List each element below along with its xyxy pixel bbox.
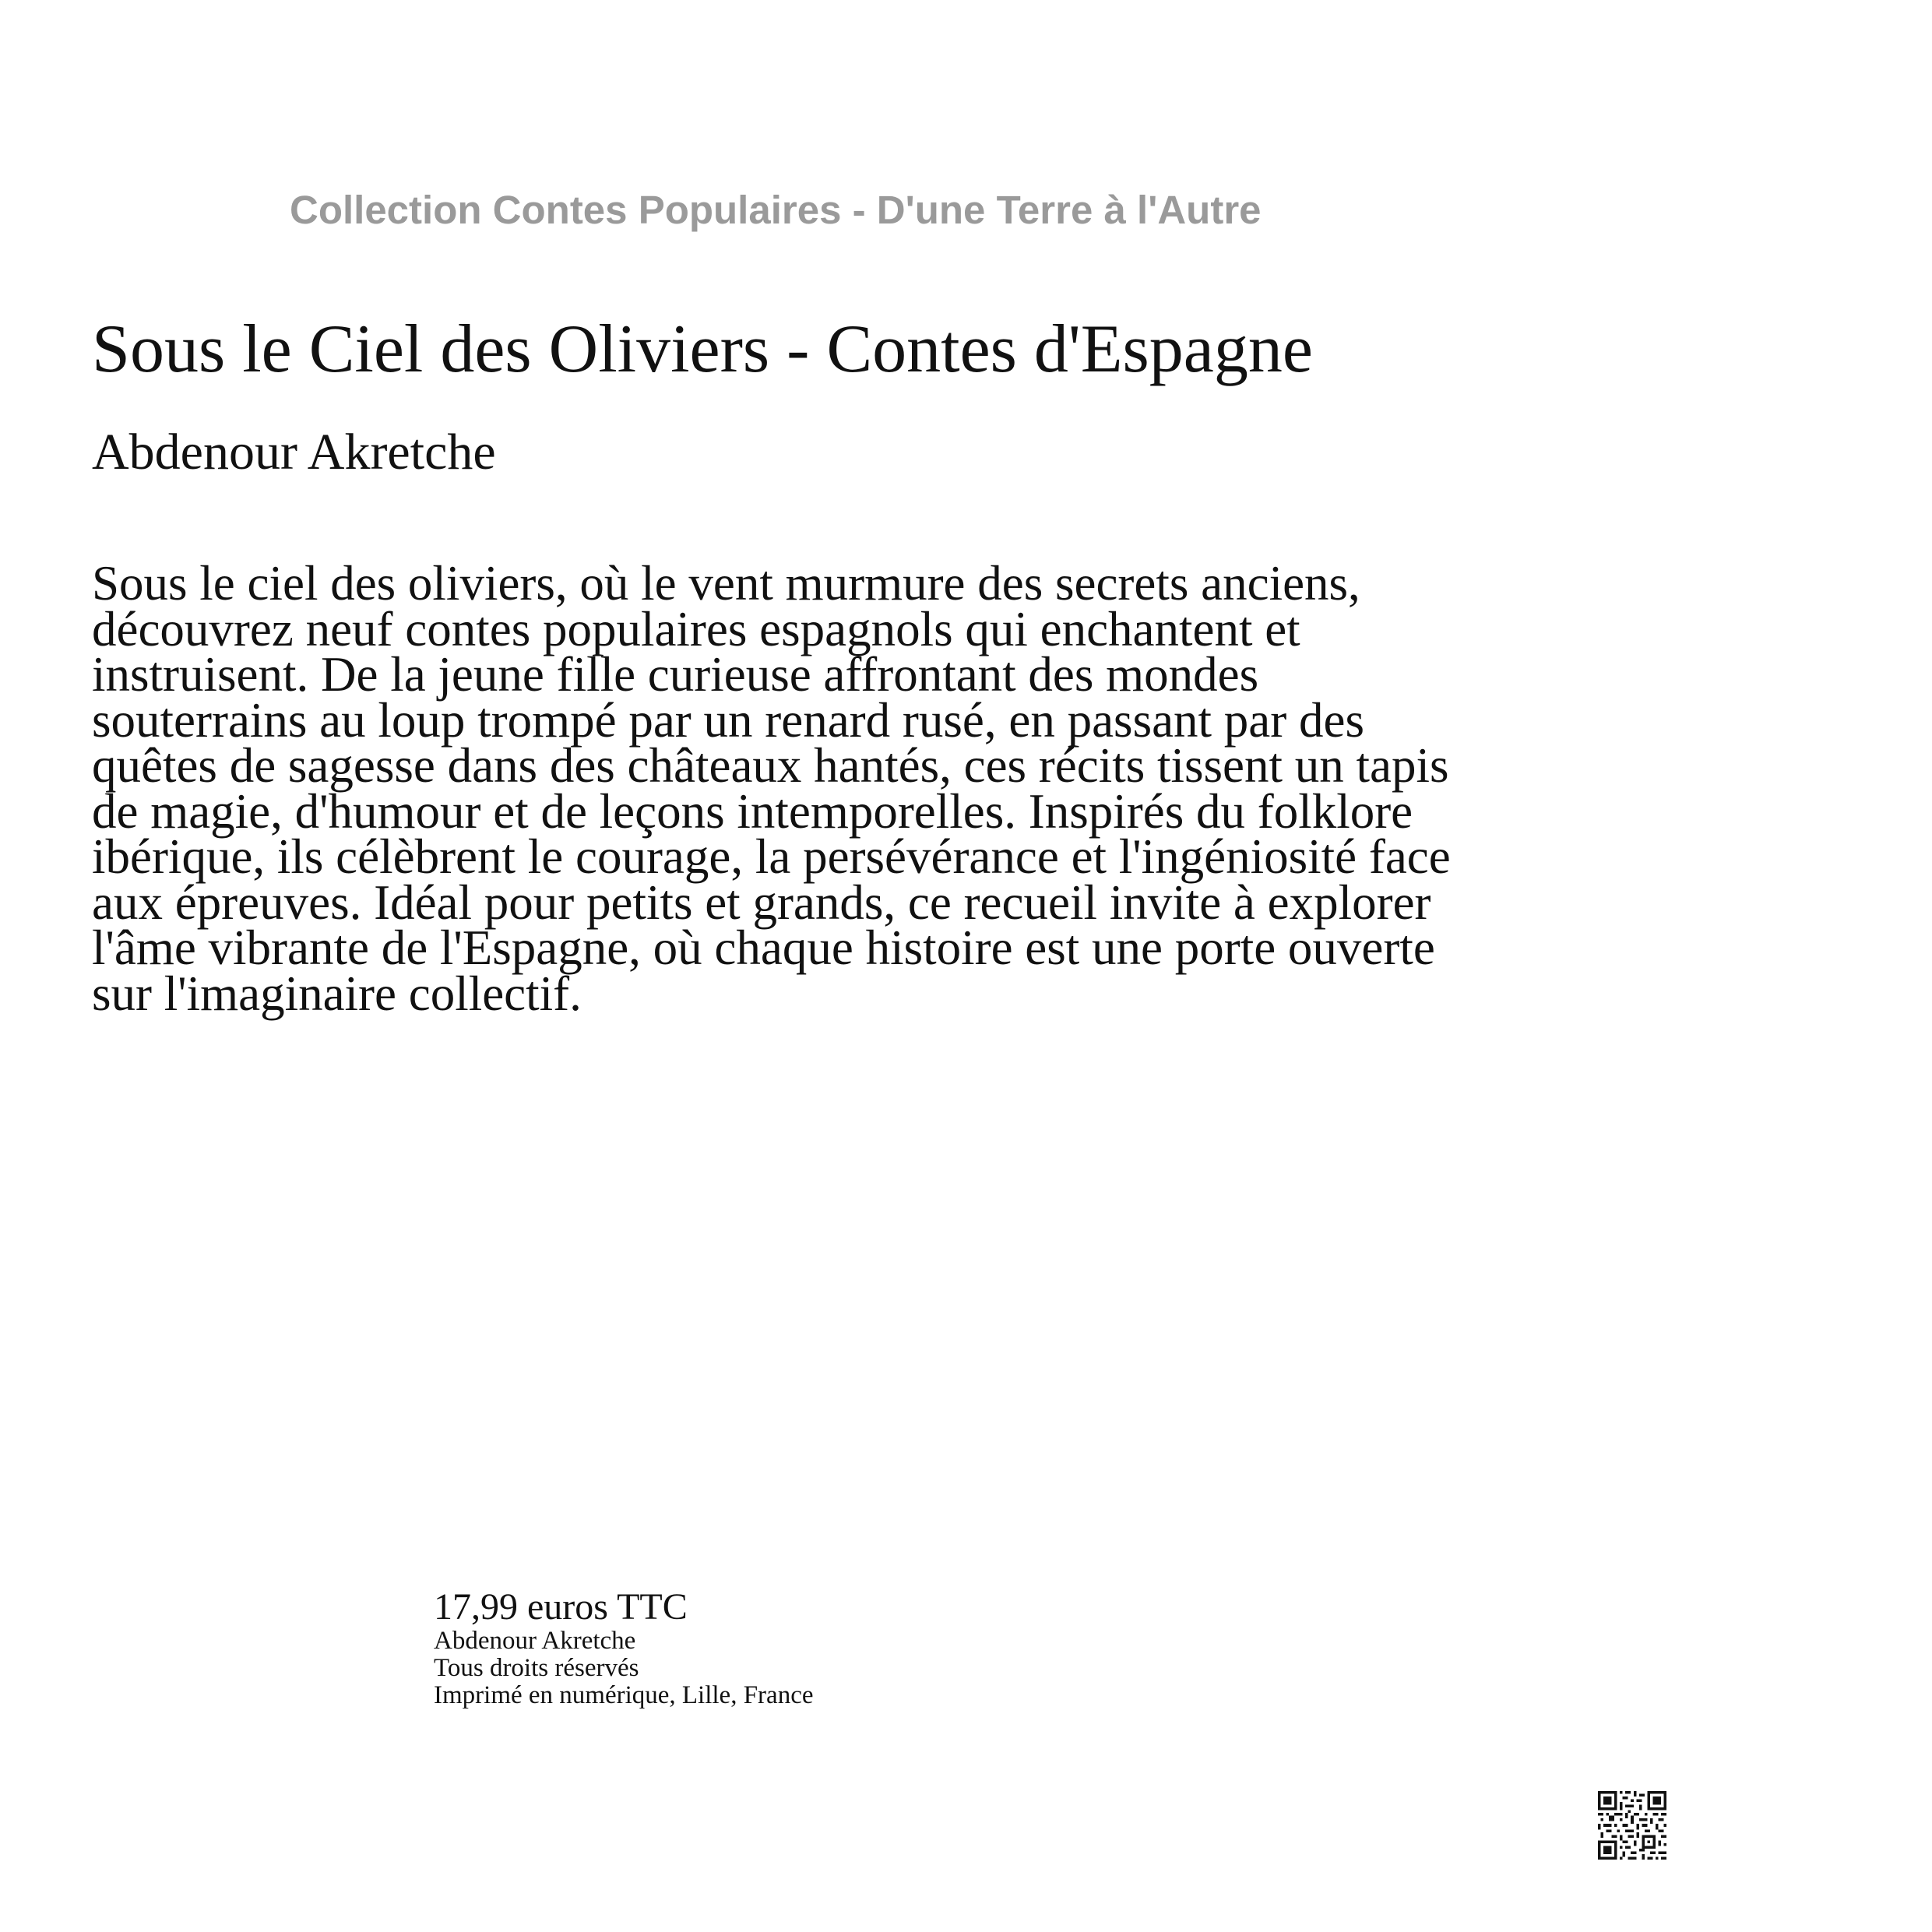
price: 17,99 euros TTC (434, 1586, 688, 1628)
collection-name: Collection Contes Populaires - D'une Terre à l'Autre (290, 188, 1262, 232)
book-author: Abdenour Akretche (92, 424, 496, 480)
book-blurb: Sous le ciel des oliviers, où le vent murmure des secrets anciens, découvrez neuf contes populaires espagnols qui enchantent et instruisent. De la jeune fille curieuse affrontant des mondes souterrains au loup trompé par un renard rusé, en passant par des quêtes de sagesse dans des châteaux hantés, ces récits tissent un tapis de magie, d'humour et de leçons intemporelles. Inspirés du folklore ibérique, ils célèbrent le courage, la persévérance et l'ingéniosité face aux épreuves. Idéal pour petits et grands, ce recueil invite à explorer l'âme vibrante de l'Espagne, où chaque histoire est une porte ouverte sur l'imaginaire collectif. (92, 556, 1451, 1021)
legal-author: Abdenour Akretche (434, 1627, 636, 1655)
legal-rights: Tous droits réservés (434, 1654, 639, 1682)
legal-printing: Imprimé en numérique, Lille, France (434, 1681, 814, 1709)
price-block (434, 1587, 814, 1709)
qr-code-icon (1598, 1791, 1666, 1860)
book-title: Sous le Ciel des Oliviers - Contes d'Espagne (92, 311, 1313, 387)
